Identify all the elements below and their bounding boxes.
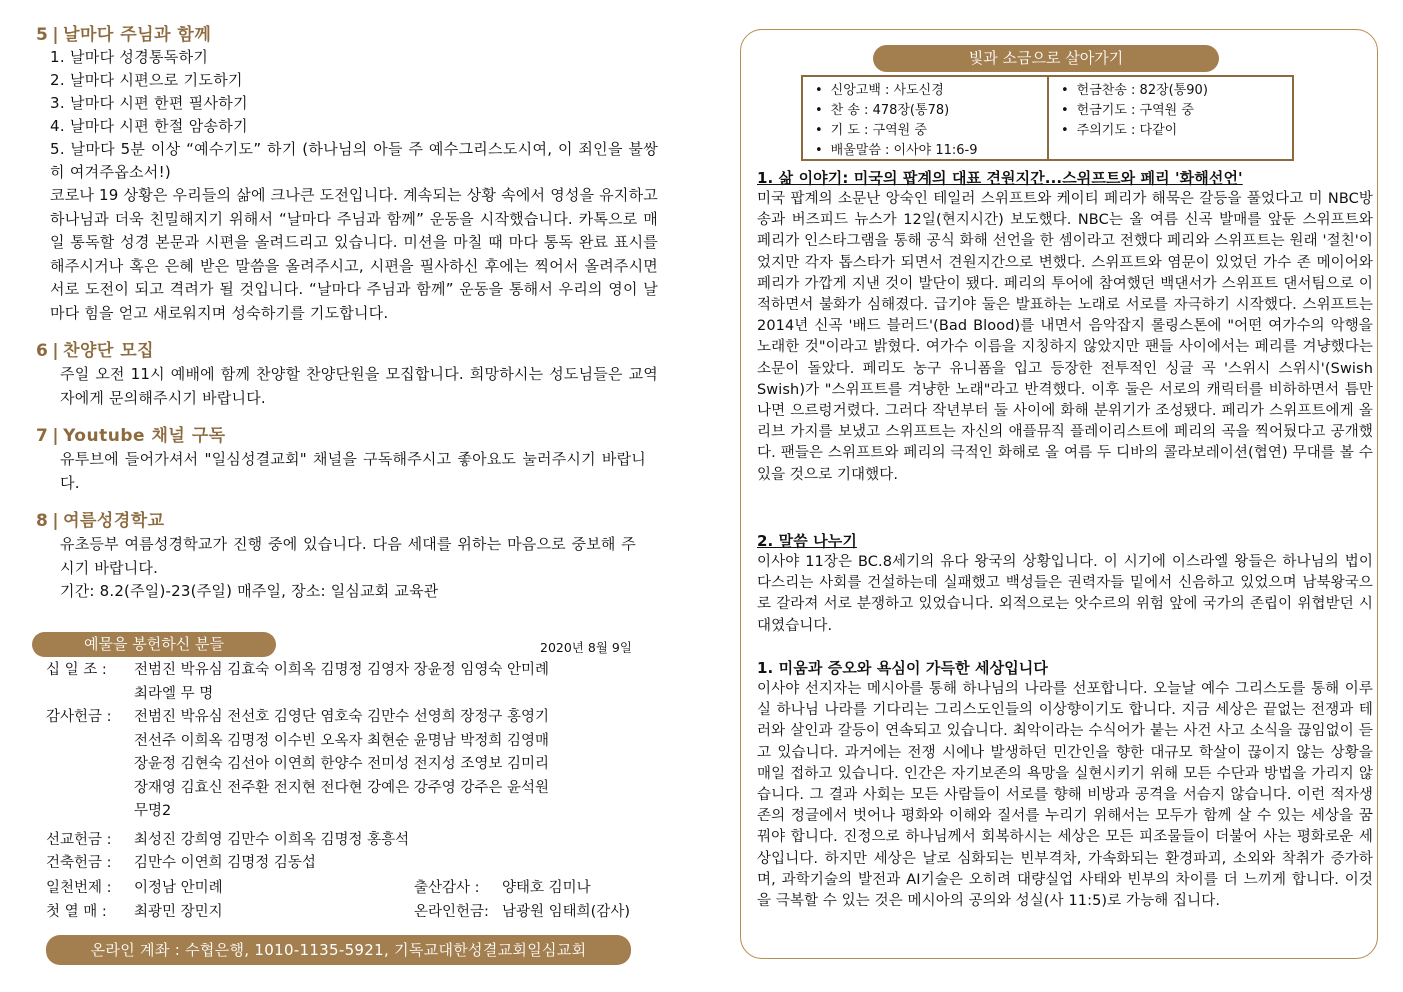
- section-title: 여름성경학교: [63, 511, 165, 531]
- service-info-item: • 배울말씀 : 이사야 11:6-9: [815, 141, 1035, 161]
- article-heading: 2. 말씀 나누기: [757, 532, 857, 550]
- article-body: 이사야 11장은 BC.8세기의 유다 왕국의 상황입니다. 이 시기에 이스라엘 왕들은 하나님의 법이 다스리는 사회를 건설하는데 실패했고 백성들은 권력자들 밑에서 신음하고 있었으며 남북왕국으로 갈라져 서로 분쟁하고 있었습니다. 외적으로는 앗수르의 위험 앞에 국가의 존립이 위협받던 시대였습니다.: [757, 554, 1373, 634]
- article-world: [757, 658, 1373, 912]
- offering-label: 십 일 조 :: [46, 662, 107, 678]
- offering-names: 장재영 김효신 전주환 전지현 전다현 강예은 강주영 강주은 윤석원: [134, 779, 550, 796]
- section-8-period: 기간: 8.2(주일)-23(주일) 매주일, 장소: 일심교회 교육관: [60, 582, 439, 600]
- list-item: 2. 날마다 시편으로 기도하기: [50, 71, 243, 89]
- section-title: Youtube 채널 구독: [63, 426, 226, 446]
- article-heading: 1. 삶 이야기: 미국의 팝계의 대표 견원지간...스위프트와 페리 '화해선언': [757, 169, 1243, 187]
- offering-label: 감사헌금 :: [46, 709, 112, 725]
- offering-row-tithe: [46, 659, 634, 706]
- offering-row-building: [46, 852, 634, 876]
- offering-names: 양태호 김미나: [502, 880, 591, 896]
- article-body: 이사야 선지자는 메시아를 통해 하나님의 나라를 선포합니다. 오늘날 예수 그리스도를 통해 이루실 하나님 나라를 기다리는 그리스도인들의 이상향이기도 합니다. 지금 세상은 끝없는 전쟁과 테러와 살인과 갈등이 연속되고 있습니다. 최악이라는 수식어가 붙는 사건 사고 소식을 끊임없이 듣고 있습니다. 과거에는 전쟁 시에나 발생하던 민간인을 향한 대규모 학살이 끊이지 않는 상황을 매일 접하고 있습니다. 인간은 자기보존의 욕망을 실현시키기 위해 모든 수단과 방법을 가리지 않습니다. 그 결과 사회는 모든 사람들이 서로를 향해 비방과 공격을 서슴지 않습니다. 이런 적자생존의 정글에서 벗어나 평화와 이해와 질서를 누리기 위해서는 모두가 함께 살 수 있는 세상을 꿈꿔야 합니다. 진정으로 하나님께서 회복하시는 세상은 모든 피조물들이 더불어 사는 평화로운 세상입니다. 하지만 세상은 날로 심화되는 빈부격차, 가속화되는 환경파괴, 소외와 착취가 증가하며, 과학기술의 발전과 AI기술은 오히려 대량실업 사태와 빈부의 차이를 더 느끼게 합니다. 이것을 극복할 수 있는 것은 메시아의 공의와 성실(사 11:5)로 가능해 집니다.: [757, 681, 1373, 910]
- offering-names: 장윤정 김현숙 김선아 이연희 한양수 전미성 전지성 조영보 김미리: [134, 756, 550, 772]
- offering-names: 무명2: [134, 803, 172, 819]
- service-info-table: [801, 75, 1294, 161]
- offering-date: 2020년 8월 9일: [540, 640, 632, 655]
- offering-row-pair: [46, 901, 630, 925]
- section-number: 7: [36, 426, 49, 446]
- section-7-heading: 7 | Youtube 채널 구독: [36, 426, 226, 446]
- service-info-item: • 헌금찬송 : 82장(통90): [1061, 81, 1208, 101]
- offering-label: 선교헌금 :: [46, 832, 112, 848]
- service-info-item: • 기 도 : 구역원 중: [815, 121, 1035, 141]
- offering-names: 전범진 박유심 김효숙 이희옥 김명정 김영자 장윤정 임영숙 안미례: [134, 662, 550, 678]
- article-body: 미국 팝계의 소문난 앙숙인 테일러 스위프트와 케이티 페리가 해묵은 갈등을 풀었다고 미 NBC방송과 버즈피드 뉴스가 12일(현지시간) 보도했다. NBC는 올 여름 신곡 발매를 앞둔 스위프트와 페리가 인스타그램을 통해 공식 화해 선언을 한 셈이라고 전했다 페리와 스위프트는 원래 '절친'이었지만 각자 톱스타가 되면서 견원지간으로 변했다. 스위프트와 염문이 있었던 가수 존 메이어와 페리가 가깝게 지낸 것이 발단이 됐다. 페리의 투어에 참여했던 백댄서가 스위프트 댄서팀으로 이적하면서 불화가 심해졌다. 급기야 둘은 발표하는 노래로 서로를 자극하기 시작했다. 스위프트는 2014년 신곡 '배드 블러드'(Bad Blood)를 내면서 음악잡지 롤링스톤에 "어떤 여가수의 악행을 노래한 것"이라고 밝혔다. 여가수 이름을 지칭하지 않았지만 팬들 사이에서는 페리를 겨냥했다는 소문이 돌았다. 페리도 농구 유니폼을 입고 등장한 전투적인 싱글 곡 '스위시 스위시'(Swish Swish)가 "스위프트를 겨냥한 노래"라고 반격했다. 이후 둘은 서로의 캐릭터를 비하하면서 틈만 나면 으르렁거렸다. 그러다 작년부터 둘 사이에 화해 분위기가 조성됐다. 페리가 스위프트에게 올리브 가지를 보냈고 스위프트는 자신의 애플뮤직 플레이리스트에 페리의 곡을 찍어뒀다고 공개했다. 팬들은 스위프트와 페리의 극적인 화해로 올 여름 두 디바의 콜라보레이션(협연) 무대를 볼 수 있을 것으로 기대했다.: [757, 191, 1373, 483]
- service-info-item: • 헌금기도 : 구역원 중: [1061, 101, 1208, 121]
- offering-names: 최성진 강희영 김만수 이희옥 김명정 홍흥석: [134, 832, 410, 848]
- list-item: 3. 날마다 시편 한편 필사하기: [50, 94, 248, 112]
- offering-label: 온라인헌금:: [414, 904, 489, 920]
- article-word-sharing: [757, 531, 1373, 637]
- offering-label: 출산감사 :: [414, 880, 480, 896]
- article-life-story: [757, 168, 1373, 486]
- article-heading: 1. 미움과 증오와 욕심이 가득한 세상입니다: [757, 659, 1048, 677]
- account-pill: [46, 935, 631, 965]
- offering-title-pill: [32, 632, 276, 657]
- right-title-pill: [873, 45, 1219, 72]
- section-5-heading: 5 | 날마다 주님과 함께: [36, 25, 212, 45]
- offering-row-pair: [46, 877, 591, 901]
- offering-names: 김만수 이연희 김명정 김동섭: [134, 855, 316, 871]
- section-number: 6: [36, 341, 49, 361]
- offering-row-mission: [46, 829, 634, 853]
- list-item: 4. 날마다 시편 한절 암송하기: [50, 117, 248, 135]
- section-8-paragraph: 유초등부 여름성경학교가 진행 중에 있습니다. 다음 세대를 위하는 마음으로 중보해 주시기 바랍니다.: [60, 535, 636, 577]
- offering-names: 전선주 이희옥 김명정 이수빈 오옥자 최현순 윤명남 박정희 김영매: [134, 732, 550, 749]
- section-number: 5: [36, 25, 49, 45]
- offering-row-thanks: [46, 706, 634, 824]
- offering-names: 전범진 박유심 전선호 김영단 염호숙 김만수 선영희 장정구 홍영기: [134, 709, 550, 725]
- section-7-paragraph: 유투브에 들어가셔서 "일심성결교회" 채널을 구독해주시고 좋아요도 눌러주시기 바랍니다.: [60, 450, 646, 492]
- list-item: 1. 날마다 성경통독하기: [50, 48, 209, 66]
- offering-label: 일천번제 :: [46, 880, 112, 896]
- section-5-paragraph: 코로나 19 상황은 우리들의 삶에 크나큰 도전입니다. 계속되는 상황 속에서 영성을 유지하고 하나님과 더욱 친밀해지기 위해서 “날마다 주님과 함께” 운동을 시작했습니다. 카톡으로 매일 통독할 성경 본문과 시편을 올려드리고 있습니다. 미션을 마칠 때 마다 통독 완료 표시를 해주시거나 혹은 은혜 받은 말씀을 올려주시고, 시편을 필사하신 후에는 찍어서 올려주시면 서로 도전이 되고 격려가 될 것입니다. “날마다 주님과 함께” 운동을 통해서 우리의 영이 날마다 힘을 얻고 새로워지며 성숙하기를 기도합니다.: [50, 186, 658, 322]
- right-title: 빛과 소금으로 살아가기: [968, 49, 1124, 67]
- offering-label: 건축헌금 :: [46, 855, 112, 871]
- section-number: 8: [36, 511, 49, 531]
- left-column: [36, 20, 658, 604]
- section-6-heading: 6 | 찬양단 모집: [36, 341, 155, 361]
- section-8-heading: 8 | 여름성경학교: [36, 511, 165, 531]
- service-info-right: [1049, 77, 1220, 159]
- section-title: 날마다 주님과 함께: [63, 25, 212, 45]
- offering-label: 첫 열 매 :: [46, 904, 107, 920]
- service-info-item: • 주의기도 : 다같이: [1061, 121, 1208, 141]
- section-6-paragraph: 주일 오전 11시 예배에 함께 찬양할 찬양단원을 모집합니다. 희망하시는 성도님들은 교역자에게 문의해주시기 바랍니다.: [60, 365, 658, 407]
- section-title: 찬양단 모집: [63, 341, 155, 361]
- offering-names: 최광민 장민지: [134, 904, 223, 920]
- service-info-item: • 신앙고백 : 사도신경: [815, 81, 1035, 101]
- service-info-item: • 찬 송 : 478장(통78): [815, 101, 1035, 121]
- service-info-left: [803, 77, 1049, 159]
- list-item: 5. 날마다 5분 이상 “예수기도” 하기 (하나님의 아들 주 예수그리스도시여, 이 죄인을 불쌍히 여겨주옵소서!): [50, 140, 658, 181]
- account-text: 온라인 계좌 : 수협은행, 1010-1135-5921, 기독교대한성결교회일심교회: [90, 941, 587, 959]
- offering-names: 이정남 안미례: [134, 880, 223, 896]
- offering-title: 예물을 봉헌하신 분들: [84, 635, 224, 653]
- offering-names: 최라엘 무 명: [134, 685, 214, 702]
- offering-names: 남광원 임태희(감사): [502, 904, 630, 920]
